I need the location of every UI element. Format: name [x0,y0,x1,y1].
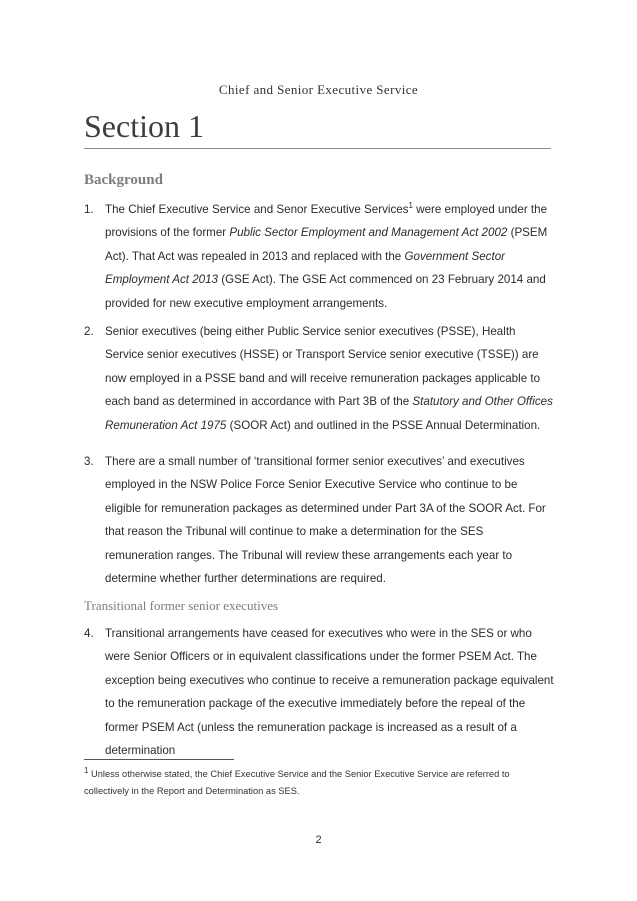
text-segment: (PSEM Act). That Act was repealed in 2013 and replaced with the [105,226,548,263]
page-number: 2 [315,834,322,846]
footnote-ref: 1 [408,201,413,211]
text-segment: (SOOR Act) and outlined in the PSSE Annual Determination. [226,418,541,432]
paragraph-2 [84,320,554,437]
italic-act-title: Statutory and Other Offices Remuneration Act 1975 [105,395,553,432]
paragraph-number: 1. [84,203,94,216]
section-title: Section 1 [84,108,204,144]
paragraph-body [105,622,554,762]
title-rule [84,148,551,149]
paragraph-number: 3. [84,455,94,468]
footnote-marker: 1 [84,765,89,775]
heading-transitional: Transitional former senior executives [84,598,279,613]
text-segment: were employed under the provisions of the former [105,203,548,240]
paragraph-3 [84,450,554,590]
text-segment: Senior executives (being either Public Service senior executives (PSSE), Health Service senior executives (HSSE) or Transport Service senior executive (TSSE)) are now employed in a PSSE band and will receive remuneration packages applicable to each band as determined in accordance with Part 3B of the [105,325,541,409]
paragraph-body [105,198,554,315]
footnote-rule [84,759,234,760]
paragraph-number: 2. [84,325,94,338]
running-head: Chief and Senior Executive Service [218,82,419,97]
heading-background: Background [84,172,163,188]
text-segment: The Chief Executive Service and Senor Executive Services [105,203,409,216]
paragraph-4 [84,622,554,762]
text-segment: Transitional arrangements have ceased for executives who were in the SES or who were Senior Officers or in equivalent classifications under the former PSEM Act. The exception being executives who continue to receive a remuneration package equivalent to the remuneration package of the executive immediately before the repeal of the former PSEM Act (unless the remuneration package is increased as a result of a determination [105,627,554,758]
footnote [84,766,554,800]
paragraph-number: 4. [84,627,94,640]
paragraph-body [105,450,554,590]
paragraph-1 [84,198,554,315]
italic-act-title: Government Sector Employment Act 2013 [105,249,506,287]
footnote-text: Unless otherwise stated, the Chief Executive Service and the Senior Executive Service are referred to collectively in the Report and Determination as SES. [84,769,510,796]
text-segment: (GSE Act). The GSE Act commenced on 23 February 2014 and provided for new executive employment arrangements. [105,273,546,310]
text-segment: There are a small number of ‘transitional former senior executives’ and executives employed in the NSW Police Force Senior Executive Service who continue to be eligible for remuneration packages as determined under Part 3A of the SOOR Act. For that reason the Tribunal will continue to make a determination for the SES remuneration ranges. The Tribunal will review these arrangements each year to determine whether further determinations are required. [105,455,546,586]
paragraph-body [105,320,554,437]
italic-act-title: Public Sector Employment and Management Act 2002 [229,226,508,240]
